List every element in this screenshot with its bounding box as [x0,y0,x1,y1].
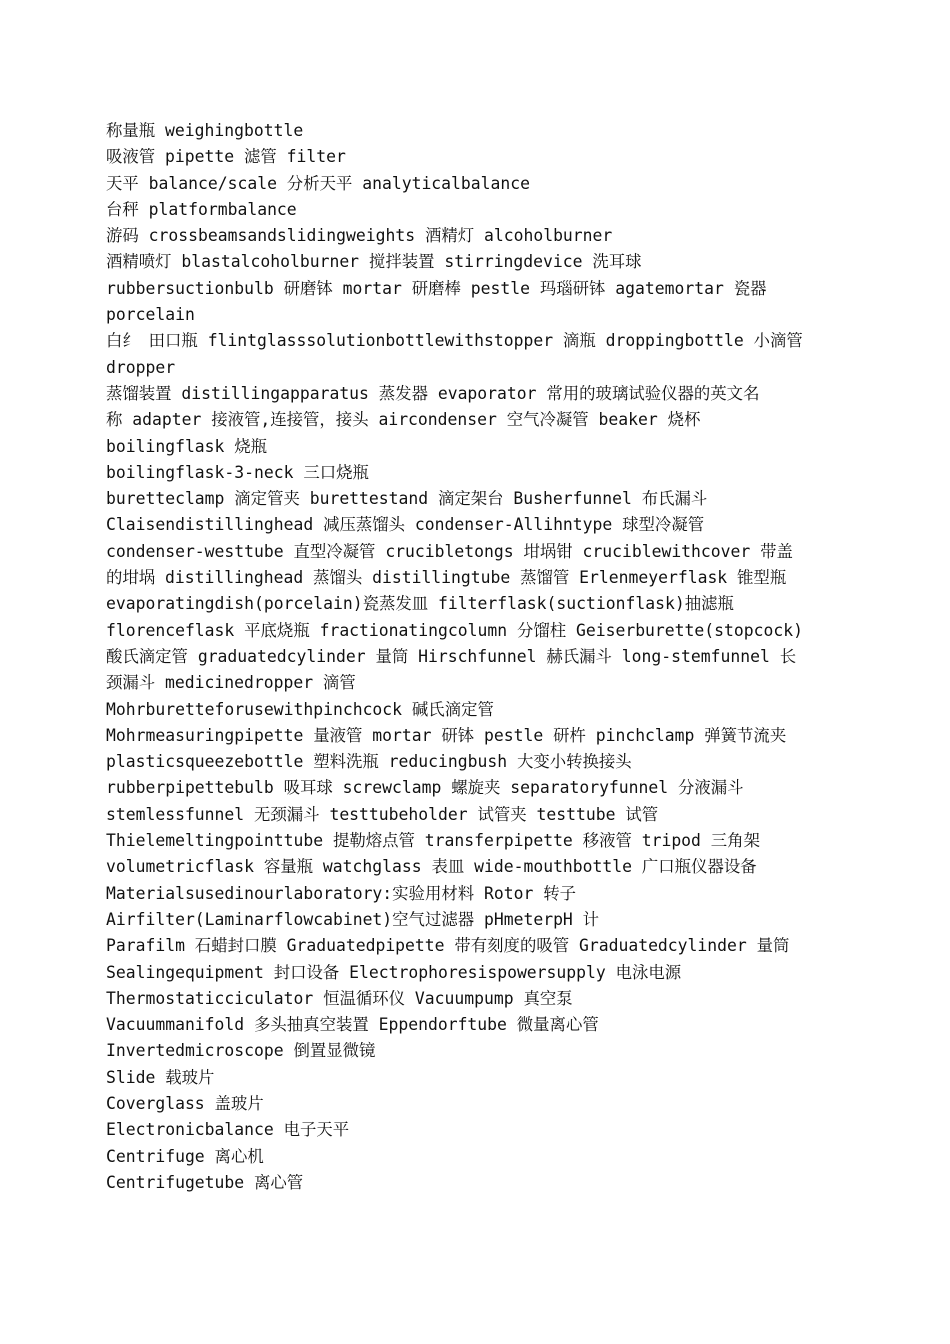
text-line: volumetricflask 容量瓶 watchglass 表皿 wide-mouthbottle 广口瓶仪器设备 [106,857,757,877]
text-line: 白纟 田口瓶 flintglasssolutionbottlewithstopper 滴瓶 droppingbottle 小滴管 [106,331,803,351]
text-line: 酒精喷灯 blastalcoholburner 搅拌装置 stirringdevice 洗耳球 [106,252,642,272]
text-line: 酸氏滴定管 graduatedcylinder 量筒 Hirschfunnel 赫氏漏斗 long-stemfunnel 长 [106,646,797,666]
text-line: Thielemeltingpointtube 提勒熔点管 transferpipette 移液管 tripod 三角架 [106,831,760,851]
text-line: Centrifugetube 离心管 [106,1172,304,1192]
text-line: Slide 载玻片 [106,1067,215,1087]
text-line: 称量瓶 weighingbottle [106,121,304,140]
text-line: Vacuummanifold 多头抽真空装置 Eppendorftube 微量离心管 [106,1015,599,1035]
text-line: Materialsusedinourlaboratory:实验用材料 Rotor 转子 [106,883,576,903]
text-line: Claisendistillinghead 减压蒸馏头 condenser-Allihntype 球型冷凝管 [106,515,705,535]
text-line: Centrifuge 离心机 [106,1146,264,1166]
text-line: stemlessfunnel 无颈漏斗 testtubeholder 试管夹 testtube 试管 [106,804,659,824]
text-line: Thermostaticciculator 恒温循环仪 Vacuumpump 真空泵 [106,988,573,1008]
text-line: 称 adapter 接液管,连接管，接头 aircondenser 空气冷凝管 beaker 烧杯 [106,410,701,430]
text-line: Airfilter(Laminarflowcabinet)空气过滤器 pHmeterpH 计 [106,909,600,929]
text-line: 天平 balance/scale 分析天平 analyticalbalance [106,173,530,193]
text-line: boilingflask-3-neck 三口烧瓶 [106,462,369,482]
text-line: Electronicbalance 电子天平 [106,1120,350,1140]
text-line: rubbersuctionbulb 研磨钵 mortar 研磨棒 pestle 玛瑙研钵 agatemortar 瓷器 [106,278,767,298]
text-line: boilingflask 烧瓶 [106,436,268,456]
text-line: 游码 crossbeamsandslidingweights 酒精灯 alcoholburner [106,226,613,246]
document-body [106,118,828,1196]
text-line: 的坩埚 distillinghead 蒸馏头 distillingtube 蒸馏管 Erlenmeyerflask 锥型瓶 [106,568,787,588]
text-line: buretteclamp 滴定管夹 burettestand 滴定架台 Busherfunnel 布氏漏斗 [106,489,708,509]
text-line: plasticsqueezebottle 塑料洗瓶 reducingbush 大变小转换接头 [106,752,632,772]
text-line: condenser-westtube 直型冷凝管 crucibletongs 坩埚钳 cruciblewithcover 带盖 [106,541,793,561]
text-line: florenceflask 平底烧瓶 fractionatingcolumn 分馏柱 Geiserburette(stopcock) [106,620,803,640]
text-line: Mohrburetteforusewithpinchcock 碱氏滴定管 [106,699,494,719]
text-line: Invertedmicroscope 倒置显微镜 [106,1041,376,1061]
text-line: Parafilm 石蜡封口膜 Graduatedpipette 带有刻度的吸管 Graduatedcylinder 量筒 [106,936,790,956]
text-line: Sealingequipment 封口设备 Electrophoresispowersupply 电泳电源 [106,962,682,982]
text-line: rubberpipettebulb 吸耳球 screwclamp 螺旋夹 separatoryfunnel 分液漏斗 [106,778,744,798]
text-line: dropper [106,357,176,377]
text-line: porcelain [106,305,195,325]
text-line: 台秤 platformbalance [106,199,297,219]
text-line: evaporatingdish(porcelain)瓷蒸发皿 filterflask(suctionflask)抽滤瓶 [106,594,734,614]
text-line: Coverglass 盖玻片 [106,1093,264,1113]
text-line: 颈漏斗 medicinedropper 滴管 [106,673,356,693]
text-line: 蒸馏装置 distillingapparatus 蒸发器 evaporator 常用的玻璃试验仪器的英文名 [106,383,760,403]
text-line: Mohrmeasuringpipette 量液管 mortar 研钵 pestle 研杵 pinchclamp 弹簧节流夹 [106,725,787,745]
text-line: 吸液管 pipette 滤管 filter [106,147,346,167]
